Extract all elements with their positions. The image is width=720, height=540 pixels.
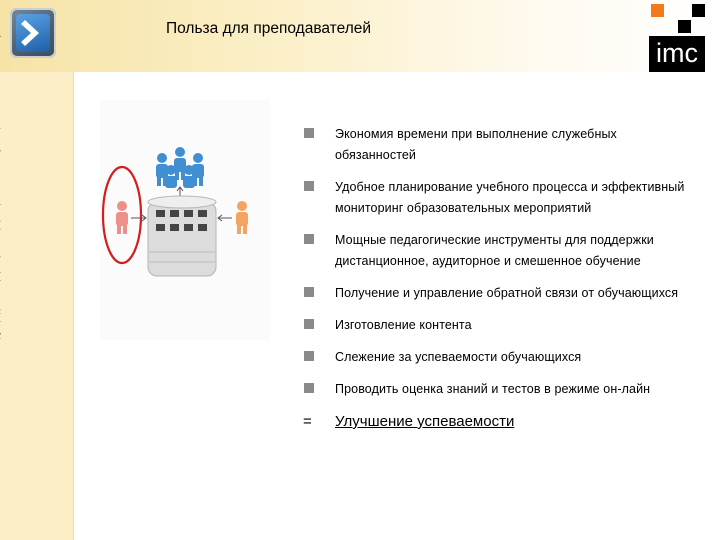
- list-item: Получение и управление обратной связи от обучающихся: [303, 283, 693, 304]
- list-item: Мощные педагогические инструменты для поддержки дистанционное, аудиторное и смешенное обучение: [303, 230, 693, 272]
- conclusion: [303, 411, 693, 433]
- equals-sign: =: [303, 413, 312, 430]
- list-item: Проводить оценка знаний и тестов в режиме он-лайн: [303, 379, 693, 400]
- list-item: Изготовление контента: [303, 315, 693, 336]
- bullet-square-icon: [304, 181, 314, 191]
- conference-vertical-caption: [0, 0, 1, 354]
- bullet-square-icon: [304, 287, 314, 297]
- slide-title: Польза для преподавателей: [166, 20, 372, 37]
- arrow-logo-icon: [10, 8, 56, 58]
- imc-logo-square-black: [692, 4, 705, 17]
- imc-logo-square-black: [678, 20, 691, 33]
- list-item: Удобное планирование учебного процесса и эффективный мониторинг образовательных мероприятий: [303, 177, 693, 219]
- lms-illustration: [100, 100, 270, 340]
- list-item: Слежение за успеваемости обучающихся: [303, 347, 693, 368]
- bullet-square-icon: [304, 128, 314, 138]
- list-item: Экономия времени при выполнение служебных обязанностей: [303, 124, 693, 166]
- benefits-list: [303, 124, 693, 433]
- server-icon: [148, 196, 216, 276]
- imc-logo: imc: [649, 36, 705, 72]
- bullet-square-icon: [304, 351, 314, 361]
- left-sidebar: [0, 72, 74, 540]
- imc-logo-square-orange: [651, 4, 664, 17]
- bullet-square-icon: [304, 319, 314, 329]
- conclusion-text: Улучшение успеваемости: [335, 413, 515, 430]
- bullet-square-icon: [304, 234, 314, 244]
- bullet-square-icon: [304, 383, 314, 393]
